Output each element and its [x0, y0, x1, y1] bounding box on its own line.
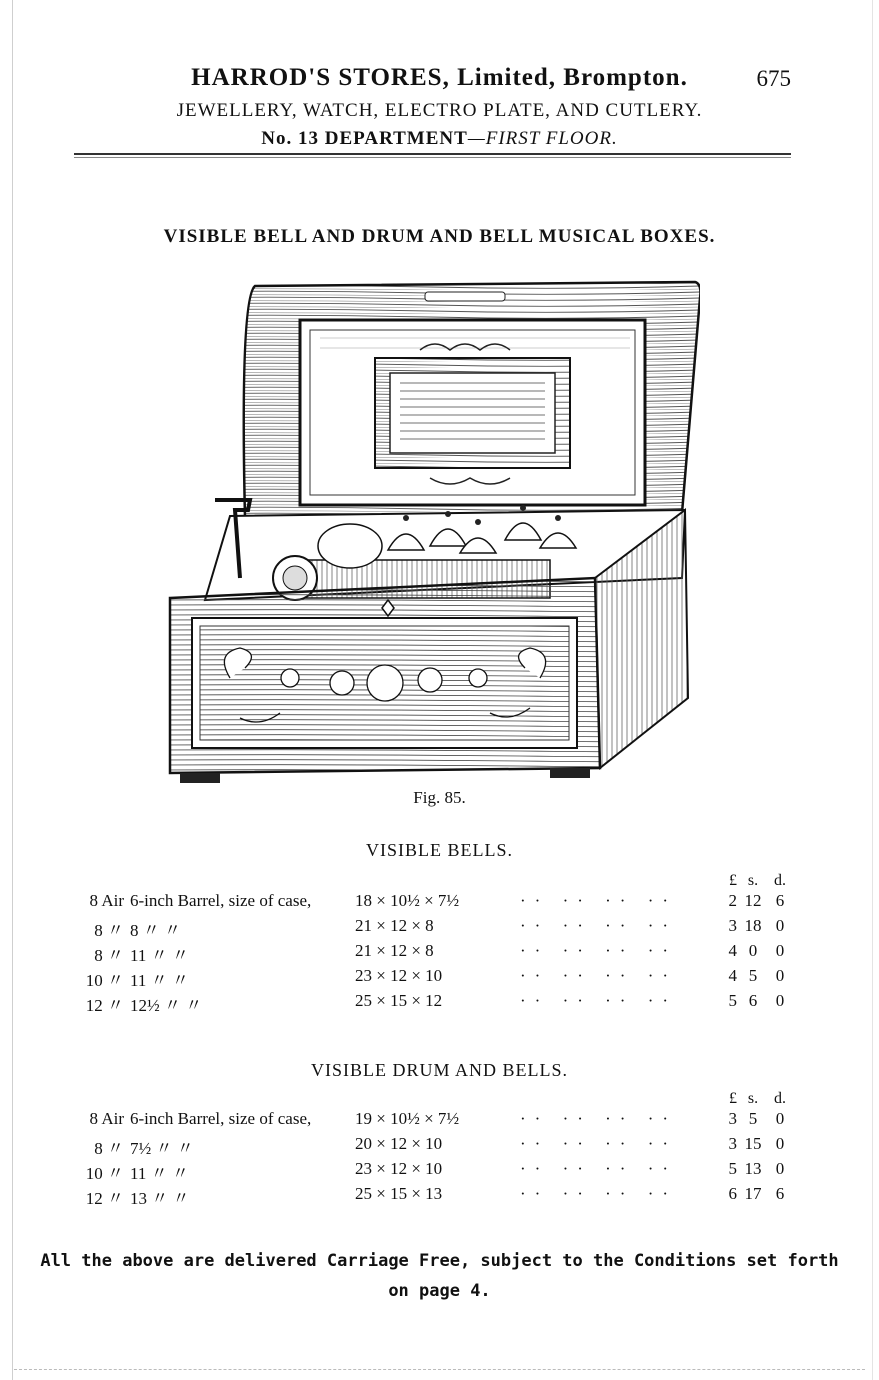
page-left-edge [12, 0, 13, 1380]
size-cell: 18 × 10½ × 7½ [355, 891, 460, 910]
shillings-cell: 17 [744, 1184, 762, 1203]
barrel-cell: 6-inch Barrel, size of case, [130, 1109, 312, 1128]
store-name: HARROD'S STORES, Limited, Brompton. [191, 64, 688, 91]
size-cell: 21 × 12 × 8 [355, 916, 434, 935]
air-cell: 12 〃 [85, 996, 124, 1015]
pence-cell: 0 [775, 966, 785, 985]
visible-drum-and-bells-title: VISIBLE DRUM AND BELLS. [310, 1060, 568, 1080]
department-subtitle: JEWELLERY, WATCH, ELECTRO PLATE, AND CUTLERY. [176, 100, 703, 121]
pence-cell: 0 [775, 941, 785, 960]
barrel-cell: 6-inch Barrel, size of case, [130, 891, 312, 910]
section-title: VISIBLE BELL AND DRUM AND BELL MUSICAL BOXES. [163, 226, 716, 247]
air-cell: 8 〃 [94, 946, 124, 965]
table-row [66, 916, 796, 941]
pence-cell: 0 [775, 1159, 785, 1178]
pence-cell: 0 [775, 991, 785, 1010]
size-cell: 19 × 10½ × 7½ [355, 1109, 460, 1128]
page-header [0, 64, 879, 150]
barrel-cell: 12½ 〃 〃 [130, 996, 203, 1015]
shillings-header: s. [747, 872, 759, 889]
table-row [66, 991, 796, 1016]
leader-dots: ·· ·· ·· ·· [520, 1109, 678, 1128]
leader-dots: ·· ·· ·· ·· [520, 1184, 678, 1203]
shillings-cell: 5 [748, 1109, 758, 1128]
shillings-cell: 12 [744, 891, 762, 910]
shillings-cell: 6 [748, 991, 758, 1010]
visible-bells-table [66, 872, 796, 1016]
size-cell: 23 × 12 × 10 [355, 1159, 443, 1178]
air-cell: 10 〃 [85, 1164, 124, 1183]
shillings-cell: 15 [744, 1134, 762, 1153]
size-cell: 20 × 12 × 10 [355, 1134, 443, 1153]
pounds-cell: 6 [728, 1184, 737, 1203]
air-cell: 10 〃 [85, 971, 124, 990]
leader-dots: ·· ·· ·· ·· [520, 991, 678, 1010]
barrel-cell: 13 〃 〃 [130, 1189, 190, 1208]
pence-cell: 6 [775, 1184, 785, 1203]
header-rule [74, 153, 791, 155]
leader-dots: ·· ·· ·· ·· [520, 941, 678, 960]
size-cell: 21 × 12 × 8 [355, 941, 434, 960]
pounds-header: £ [729, 872, 737, 889]
leader-dots: ·· ·· ·· ·· [520, 1159, 678, 1178]
size-cell: 23 × 12 × 10 [355, 966, 443, 985]
table-row [66, 1109, 796, 1134]
size-cell: 25 × 15 × 13 [355, 1184, 443, 1203]
delivery-note: All the above are delivered Carriage Free, subject to the Conditions set forth on page 4. [40, 1251, 839, 1301]
box-lid [244, 282, 700, 518]
pounds-cell: 5 [728, 1159, 737, 1178]
size-cell: 25 × 15 × 12 [355, 991, 443, 1010]
visible-bells-title: VISIBLE BELLS. [366, 840, 513, 860]
shillings-header: s. [747, 1090, 759, 1107]
pence-cell: 0 [775, 1134, 785, 1153]
table-row [66, 891, 796, 916]
page-right-edge [872, 0, 873, 1380]
table-row [66, 1159, 796, 1184]
pence-cell: 0 [775, 916, 785, 935]
bottom-edge [14, 1369, 865, 1370]
figure-caption: Fig. 85. [413, 788, 466, 807]
pounds-cell: 3 [728, 1134, 737, 1153]
air-cell: 8 Air [89, 1109, 124, 1128]
pence-cell: 0 [775, 1109, 785, 1128]
pounds-cell: 5 [728, 991, 737, 1010]
shillings-cell: 5 [748, 966, 758, 985]
barrel-cell: 11 〃 〃 [130, 1164, 189, 1183]
leader-dots: ·· ·· ·· ·· [520, 916, 678, 935]
department-floor: —FIRST FLOOR. [467, 128, 618, 149]
barrel-cell: 11 〃 〃 [130, 946, 189, 965]
leader-dots: ·· ·· ·· ·· [520, 891, 678, 910]
leader-dots: ·· ·· ·· ·· [520, 966, 678, 985]
shillings-cell: 13 [744, 1159, 762, 1178]
department-line [0, 128, 879, 150]
barrel-cell: 8 〃 〃 [130, 921, 181, 940]
pence-header: d. [774, 1090, 786, 1107]
visible-drum-and-bells-table [66, 1090, 796, 1209]
table-row [66, 1184, 796, 1209]
pounds-header: £ [729, 1090, 737, 1107]
air-cell: 8 〃 [94, 921, 124, 940]
pounds-cell: 4 [728, 941, 737, 960]
page-number: 675 [756, 66, 791, 91]
barrel-cell: 11 〃 〃 [130, 971, 189, 990]
table-row [66, 966, 796, 991]
pounds-cell: 3 [728, 1109, 737, 1128]
table-row [66, 1134, 796, 1159]
air-cell: 8 Air [89, 891, 124, 910]
air-cell: 12 〃 [85, 1189, 124, 1208]
air-cell: 8 〃 [94, 1139, 124, 1158]
shillings-cell: 0 [748, 941, 758, 960]
pounds-cell: 3 [728, 916, 737, 935]
shillings-cell: 18 [744, 916, 762, 935]
pence-cell: 6 [775, 891, 785, 910]
pence-header: d. [774, 872, 786, 889]
pounds-cell: 4 [728, 966, 737, 985]
department-name: No. 13 DEPARTMENT [261, 128, 468, 149]
barrel-cell: 7½ 〃 〃 [130, 1139, 194, 1158]
pounds-cell: 2 [728, 891, 737, 910]
header-rule-thin [74, 157, 791, 158]
leader-dots: ·· ·· ·· ·· [520, 1134, 678, 1153]
musical-box-illustration [160, 278, 700, 783]
table-row [66, 941, 796, 966]
store-line [0, 64, 879, 98]
